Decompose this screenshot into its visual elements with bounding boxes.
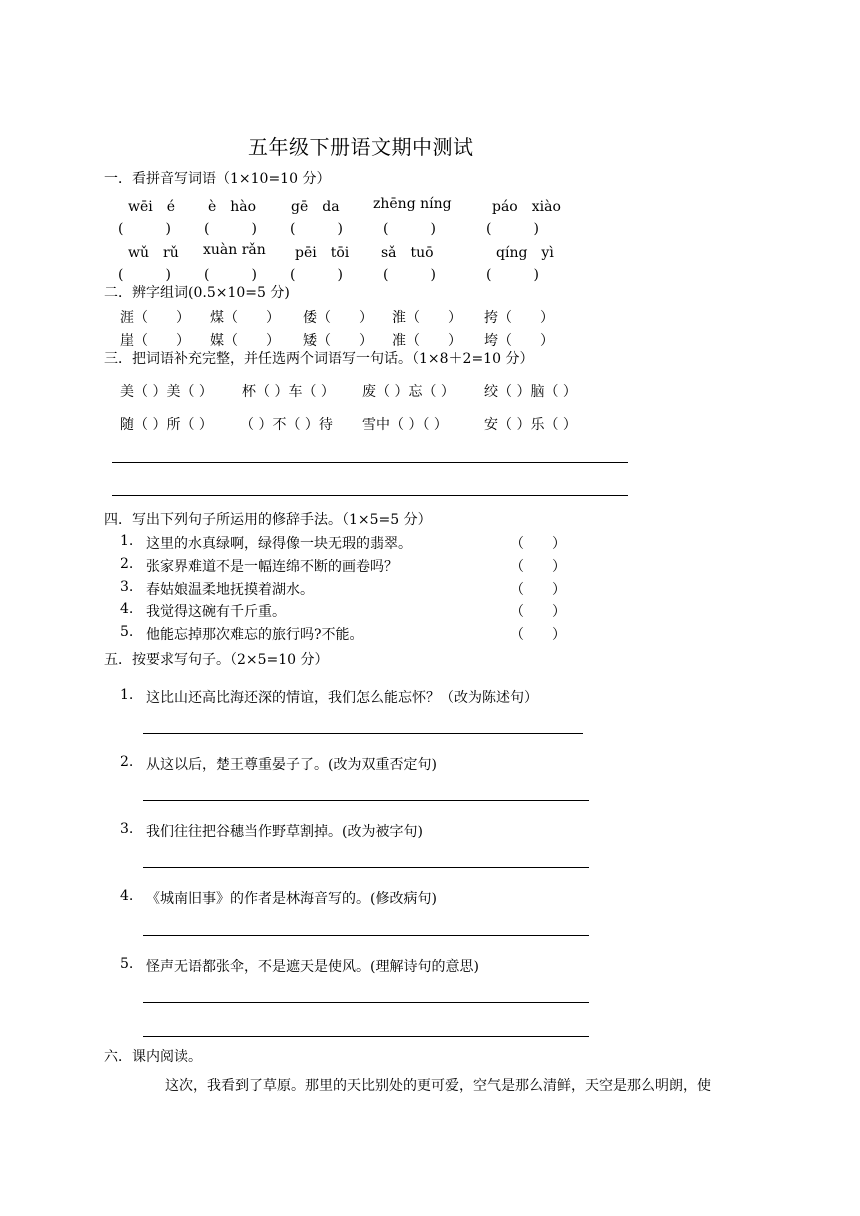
rewrite-prompt: 这比山还高比海还深的情谊，我们怎么能忘怀？（改为陈述句） [146,690,538,706]
answer-line[interactable] [143,867,589,868]
rewrite-prompt: 我们往往把谷穗当作野草割掉。(改为被字句) [146,824,423,840]
answer-blank[interactable]: ( ) [118,267,171,283]
item-number: 1. [120,687,134,703]
section-1-heading: 一．看拼音写词语（1×10=10 分） [104,171,331,187]
answer-blank[interactable]: （ ） [510,627,566,643]
pinyin-5: páo xiào [492,199,561,215]
item-number: 2. [120,754,134,770]
rhetoric-sentence: 张家界难道不是一幅连绵不断的画卷吗？ [146,559,398,575]
pinyin-8: pēi tōi [295,245,350,261]
char-group[interactable]: 准（ ） [392,333,462,349]
idiom-fill[interactable]: （ ）不（ ）待 [240,417,333,433]
char-group[interactable]: 垮（ ） [484,333,554,349]
pinyin-4: zhēng níng [373,196,452,212]
answer-line[interactable] [143,1002,589,1003]
idiom-fill[interactable]: 安（ ）乐（ ） [484,417,577,433]
answer-line[interactable] [112,462,628,463]
rhetoric-sentence: 他能忘掉那次难忘的旅行吗?不能。 [146,627,364,643]
answer-blank[interactable]: ( ) [204,221,257,237]
item-number: 4. [120,888,134,904]
char-group[interactable]: 淮（ ） [392,310,462,326]
item-number: 1. [120,533,134,549]
answer-blank[interactable]: ( ) [383,221,436,237]
rewrite-prompt: 《城南旧事》的作者是林海音写的。(修改病句) [146,891,437,907]
item-number: 3. [120,579,134,595]
answer-line[interactable] [143,1036,589,1037]
char-group[interactable]: 倭（ ） [303,310,373,326]
section-6-heading: 六．课内阅读。 [104,1049,202,1065]
idiom-fill[interactable]: 绞（ ）脑（ ） [484,384,577,400]
answer-blank[interactable]: （ ） [510,559,566,575]
page-title: 五年级下册语文期中测试 [248,135,474,159]
answer-blank[interactable]: ( ) [486,221,539,237]
char-group[interactable]: 煤（ ） [210,310,280,326]
answer-blank[interactable]: （ ） [510,536,566,552]
char-group[interactable]: 矮（ ） [303,333,373,349]
item-number: 2. [120,556,134,572]
answer-line[interactable] [112,495,628,496]
pinyin-6: wǔ rǔ [128,245,179,261]
answer-blank[interactable]: ( ) [486,267,539,283]
pinyin-7: xuàn rǎn [203,242,266,258]
answer-line[interactable] [143,733,583,734]
section-3-heading: 三．把词语补充完整，并任选两个词语写一句话。（1×8＋2=10 分） [104,351,534,367]
pinyin-10: qíng yì [496,245,554,261]
item-number: 4. [120,601,134,617]
answer-blank[interactable]: （ ） [510,582,566,598]
char-group[interactable]: 涯（ ） [120,310,190,326]
answer-line[interactable] [143,800,589,801]
idiom-fill[interactable]: 随（ ）所（ ） [120,417,213,433]
item-number: 3. [120,821,134,837]
idiom-fill[interactable]: 美（ ）美（ ） [120,384,213,400]
answer-blank[interactable]: ( ) [204,267,257,283]
rhetoric-sentence: 我觉得这碗有千斤重。 [146,604,286,620]
section-5-heading: 五．按要求写句子。（2×5=10 分） [104,652,329,668]
rewrite-prompt: 怪声无语都张伞，不是遮天是使风。(理解诗句的意思) [146,959,479,975]
item-number: 5. [120,956,134,972]
rhetoric-sentence: 这里的水真绿啊，绿得像一块无瑕的翡翠。 [146,536,412,552]
pinyin-2: è hào [208,199,257,215]
pinyin-9: sǎ tuō [381,245,434,261]
pinyin-1: wēi é [128,199,176,215]
section-2-heading: 二．辨字组词(0.5×10=5 分) [104,285,290,301]
answer-blank[interactable]: （ ） [510,604,566,620]
answer-line[interactable] [143,935,589,936]
char-group[interactable]: 崖（ ） [120,333,190,349]
answer-blank[interactable]: ( ) [383,267,436,283]
answer-blank[interactable]: ( ) [118,221,171,237]
item-number: 5. [120,624,134,640]
pinyin-3: gē da [291,199,340,215]
answer-blank[interactable]: ( ) [290,267,343,283]
char-group[interactable]: 媒（ ） [210,333,280,349]
idiom-fill[interactable]: 废（ ）忘（ ） [362,384,455,400]
reading-paragraph: 这次，我看到了草原。那里的天比别处的更可爱，空气是那么清鲜，天空是那么明朗，使 [165,1078,711,1094]
idiom-fill[interactable]: 雪中（ ）（ ） [362,417,448,433]
rewrite-prompt: 从这以后，楚王尊重晏子了。(改为双重否定句) [146,757,437,773]
char-group[interactable]: 挎（ ） [484,310,554,326]
answer-blank[interactable]: ( ) [290,221,343,237]
idiom-fill[interactable]: 杯（ ）车（ ） [242,384,335,400]
section-4-heading: 四．写出下列句子所运用的修辞手法。（1×5=5 分） [104,512,432,528]
rhetoric-sentence: 春姑娘温柔地抚摸着湖水。 [146,582,314,598]
